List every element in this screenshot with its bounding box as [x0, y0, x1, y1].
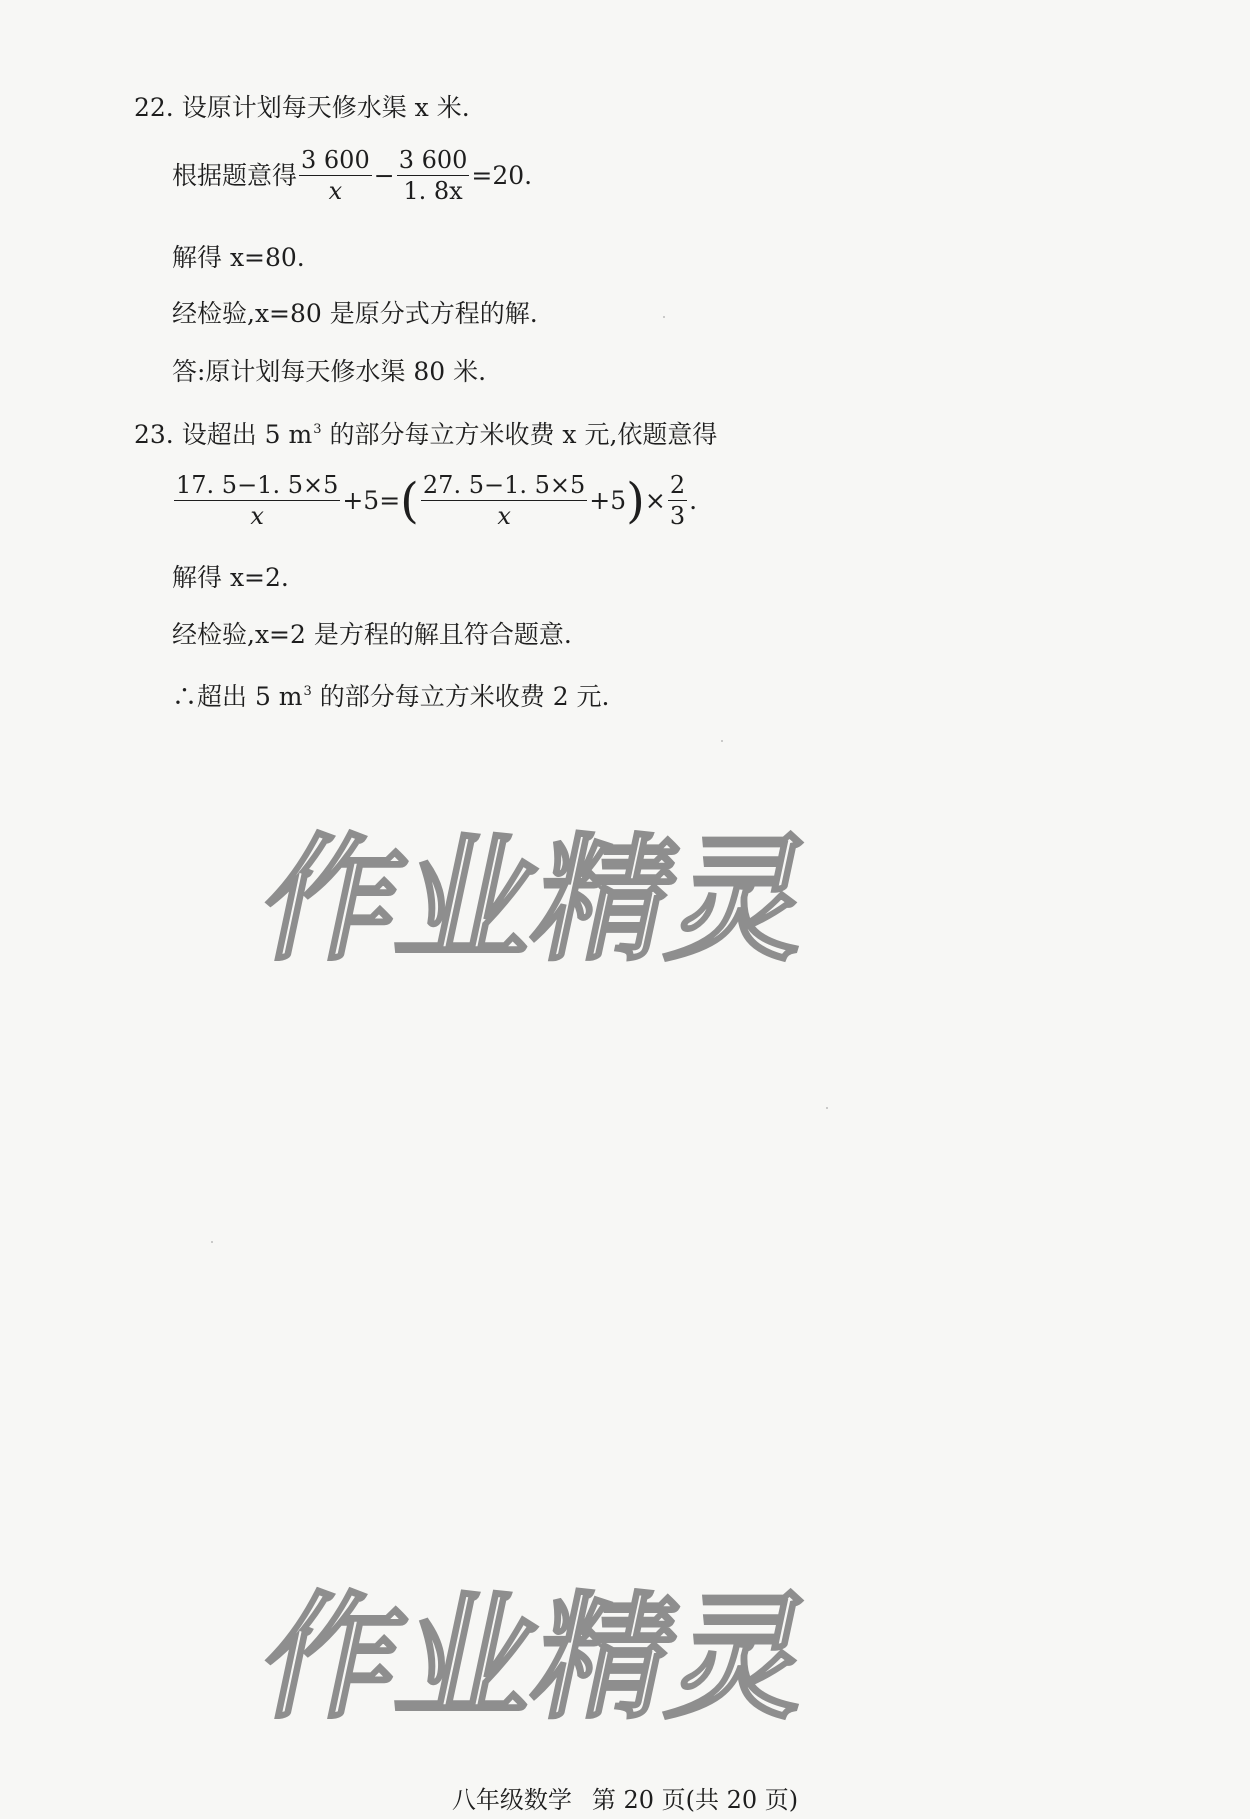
q22-frac2-denominator: 1. 8x	[403, 177, 463, 205]
q22-frac2-numerator: 3 600	[398, 146, 468, 174]
q22-solve: 解得 x=80.	[172, 243, 305, 272]
q23-conclusion-superscript: 3	[303, 684, 312, 699]
footer-page-number: 第 20 页(共 20 页)	[591, 1786, 799, 1814]
q23-times: ×	[644, 485, 666, 515]
q23-frac2-denominator: x	[497, 502, 511, 530]
page-footer	[0, 1785, 1250, 1815]
q23-conclusion	[172, 676, 610, 713]
scan-speck	[826, 1107, 828, 1109]
q23-paren-close: )	[626, 472, 645, 529]
watermark-top: 作业精灵	[248, 822, 827, 980]
q23-setup-text-a: 23. 设超出 5 m	[134, 420, 313, 449]
q23-setup	[134, 414, 717, 451]
q22-frac1-denominator: x	[328, 177, 343, 205]
q23-conclusion-text-a: ∴超出 5 m	[172, 682, 303, 711]
q22-fraction-1	[299, 145, 372, 206]
footer-subject: 八年级数学	[451, 1786, 572, 1814]
q23-fraction-1	[174, 470, 340, 531]
q23-check: 经检验,x=2 是方程的解且符合题意.	[172, 620, 572, 649]
q23-frac1-numerator: 17. 5−1. 5×5	[176, 471, 339, 499]
q22-frac1-numerator: 3 600	[301, 146, 370, 174]
q23-plus5: +5=	[342, 485, 401, 515]
scan-speck	[663, 316, 665, 318]
q23-plus5b: +5	[589, 485, 627, 515]
q22-minus: −	[373, 160, 395, 190]
q23-setup-text-b: 的部分每立方米收费 x 元,依题意得	[321, 420, 718, 449]
q23-frac3-denominator: 3	[669, 502, 686, 530]
q23-setup-superscript: 3	[313, 422, 322, 437]
q23-conclusion-text-b: 的部分每立方米收费 2 元.	[311, 682, 610, 711]
q22-check: 经检验,x=80 是原分式方程的解.	[172, 299, 538, 328]
q23-frac1-denominator: x	[250, 502, 264, 530]
q23-fraction-2	[421, 470, 587, 531]
q22-answer: 答:原计划每天修水渠 80 米.	[172, 357, 487, 386]
q23-equation	[172, 470, 697, 531]
q23-period: .	[689, 485, 698, 515]
q22-eq-prefix: 根据题意得	[172, 160, 298, 190]
q22-eq-suffix: =20.	[471, 160, 533, 190]
q23-paren-open: (	[400, 472, 419, 529]
watermark-bottom: 作业精灵	[248, 1580, 827, 1738]
q23-frac2-numerator: 27. 5−1. 5×5	[422, 471, 586, 499]
q22-setup: 22. 设原计划每天修水渠 x 米.	[134, 93, 470, 122]
q23-fraction-3	[668, 470, 687, 531]
q22-fraction-2	[397, 145, 470, 206]
scan-speck	[721, 740, 723, 742]
scan-speck	[211, 1241, 213, 1243]
q23-solve: 解得 x=2.	[172, 563, 289, 592]
q23-frac3-numerator: 2	[669, 471, 686, 499]
q22-equation	[172, 145, 532, 206]
